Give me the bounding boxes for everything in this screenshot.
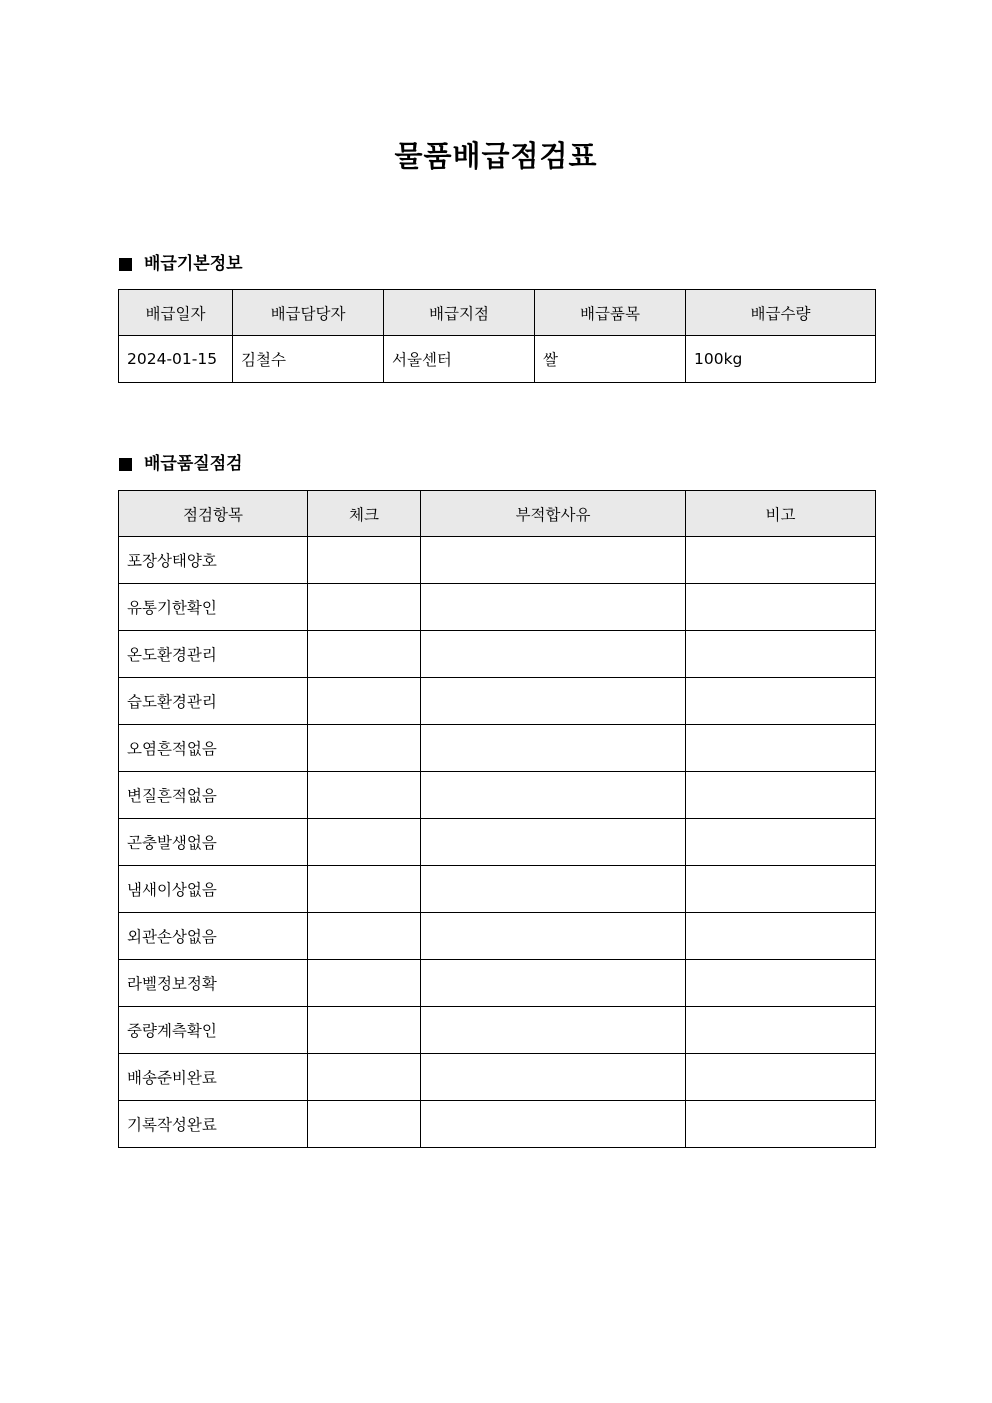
reason-cell[interactable] <box>421 678 686 725</box>
table-row <box>119 819 876 866</box>
note-cell[interactable] <box>686 1007 876 1054</box>
table-row <box>119 537 876 584</box>
table-row <box>119 866 876 913</box>
note-cell[interactable] <box>686 725 876 772</box>
table-row <box>119 772 876 819</box>
check-cell[interactable] <box>308 819 421 866</box>
check-item-cell: 배송준비완료 <box>119 1054 308 1101</box>
check-cell[interactable] <box>308 1054 421 1101</box>
date-cell[interactable]: 2024-01-15 <box>119 336 233 383</box>
square-bullet-icon <box>119 458 132 471</box>
note-cell[interactable] <box>686 1054 876 1101</box>
check-item-cell: 오염흔적없음 <box>119 725 308 772</box>
quantity-cell[interactable]: 100kg <box>686 336 876 383</box>
note-cell[interactable] <box>686 537 876 584</box>
section-heading-quality-check <box>119 452 243 476</box>
note-cell[interactable] <box>686 631 876 678</box>
reason-cell[interactable] <box>421 584 686 631</box>
reason-cell[interactable] <box>421 772 686 819</box>
check-cell[interactable] <box>308 866 421 913</box>
check-cell[interactable] <box>308 631 421 678</box>
table-row <box>119 336 876 383</box>
note-cell[interactable] <box>686 1101 876 1148</box>
reason-cell[interactable] <box>421 819 686 866</box>
reason-cell[interactable] <box>421 537 686 584</box>
table-row <box>119 1101 876 1148</box>
column-header-manager: 배급담당자 <box>233 290 384 336</box>
check-item-cell: 중량계측확인 <box>119 1007 308 1054</box>
table-row <box>119 725 876 772</box>
check-cell[interactable] <box>308 960 421 1007</box>
section-heading-basic-info <box>119 252 243 276</box>
check-item-cell: 라벨정보정확 <box>119 960 308 1007</box>
quality-check-table <box>118 490 876 1148</box>
check-cell[interactable] <box>308 584 421 631</box>
column-header-item: 배급품목 <box>535 290 686 336</box>
item-cell[interactable]: 쌀 <box>535 336 686 383</box>
check-cell[interactable] <box>308 913 421 960</box>
page-title: 물품배급점검표 <box>394 139 598 173</box>
check-cell[interactable] <box>308 678 421 725</box>
check-item-cell: 유통기한확인 <box>119 584 308 631</box>
note-cell[interactable] <box>686 913 876 960</box>
check-cell[interactable] <box>308 1101 421 1148</box>
square-bullet-icon <box>119 258 132 271</box>
table-row <box>119 631 876 678</box>
check-item-cell: 외관손상없음 <box>119 913 308 960</box>
table-row <box>119 678 876 725</box>
column-header-quantity: 배급수량 <box>686 290 876 336</box>
table-row <box>119 960 876 1007</box>
table-header-row <box>119 290 876 336</box>
reason-cell[interactable] <box>421 866 686 913</box>
table-row <box>119 1054 876 1101</box>
column-header-reason: 부적합사유 <box>421 491 686 537</box>
check-cell[interactable] <box>308 725 421 772</box>
reason-cell[interactable] <box>421 631 686 678</box>
table-row <box>119 584 876 631</box>
check-item-cell: 변질흔적없음 <box>119 772 308 819</box>
column-header-date: 배급일자 <box>119 290 233 336</box>
check-cell[interactable] <box>308 772 421 819</box>
check-cell[interactable] <box>308 1007 421 1054</box>
reason-cell[interactable] <box>421 1101 686 1148</box>
reason-cell[interactable] <box>421 960 686 1007</box>
reason-cell[interactable] <box>421 725 686 772</box>
note-cell[interactable] <box>686 678 876 725</box>
note-cell[interactable] <box>686 819 876 866</box>
check-item-cell: 포장상태양호 <box>119 537 308 584</box>
reason-cell[interactable] <box>421 913 686 960</box>
basic-info-table <box>118 289 876 383</box>
branch-cell[interactable]: 서울센터 <box>384 336 535 383</box>
section-heading-label: 배급기본정보 <box>144 254 243 274</box>
column-header-note: 비고 <box>686 491 876 537</box>
note-cell[interactable] <box>686 584 876 631</box>
table-row <box>119 913 876 960</box>
column-header-branch: 배급지점 <box>384 290 535 336</box>
check-item-cell: 곤충발생없음 <box>119 819 308 866</box>
section-heading-label: 배급품질점검 <box>144 454 243 474</box>
check-item-cell: 습도환경관리 <box>119 678 308 725</box>
check-item-cell: 온도환경관리 <box>119 631 308 678</box>
table-header-row <box>119 491 876 537</box>
column-header-check-item: 점검항목 <box>119 491 308 537</box>
reason-cell[interactable] <box>421 1007 686 1054</box>
check-cell[interactable] <box>308 537 421 584</box>
note-cell[interactable] <box>686 772 876 819</box>
note-cell[interactable] <box>686 866 876 913</box>
manager-cell[interactable]: 김철수 <box>233 336 384 383</box>
note-cell[interactable] <box>686 960 876 1007</box>
check-item-cell: 냄새이상없음 <box>119 866 308 913</box>
check-item-cell: 기록작성완료 <box>119 1101 308 1148</box>
reason-cell[interactable] <box>421 1054 686 1101</box>
column-header-check: 체크 <box>308 491 421 537</box>
table-row <box>119 1007 876 1054</box>
